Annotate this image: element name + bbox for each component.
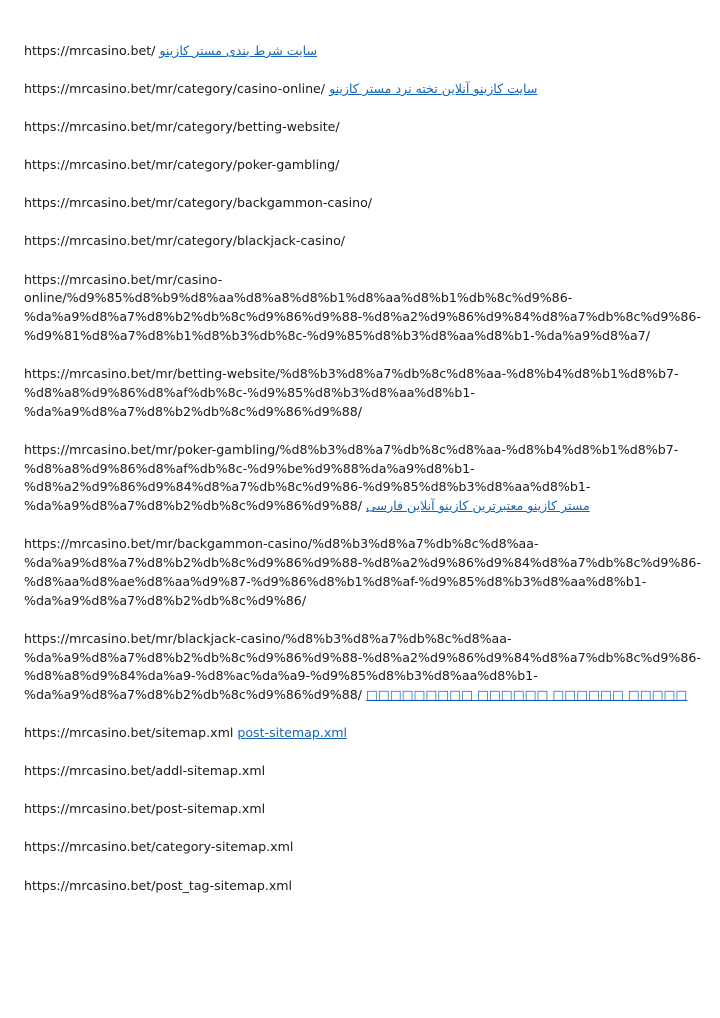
url-entry <box>24 118 684 137</box>
url-entry <box>24 724 684 743</box>
url-text: https://mrcasino.bet/ <box>24 43 160 58</box>
url-text: %d8%a8%d9%86%d8%af%db%8c-%d9%85%d8%b3%d8%aa%d8%b1- <box>24 384 475 400</box>
url-line <box>24 649 701 668</box>
url-text: %da%a9%d8%a7%d8%b2%db%8c%d9%86%d9%88-%d8%a2%d9%86%d9%84%d8%a7%db%8c%d9%86- <box>24 649 701 665</box>
url-entry <box>24 535 701 610</box>
url-text: https://mrcasino.bet/mr/poker-gambling/%d8%b3%d8%a7%db%8c%d8%aa-%d8%b4%d8%b1%d8%b7- <box>24 441 679 457</box>
url-line <box>24 271 684 290</box>
anchor-link[interactable]: سایت کازینو آنلاین تخته نرد مستر کازینو <box>329 81 538 97</box>
url-line <box>24 800 684 819</box>
url-text: https://mrcasino.bet/mr/category/backgammon-casino/ <box>24 195 373 211</box>
url-text: https://mrcasino.bet/mr/backgammon-casino/%d8%b3%d8%a7%db%8c%d8%aa- <box>24 536 539 552</box>
url-entry <box>24 838 684 857</box>
url-text: %da%a9%d8%a7%d8%b2%db%8c%d9%86%d9%88-%d8%a2%d9%86%d9%84%d8%a7%db%8c%d9%86- <box>24 309 701 325</box>
document-page <box>24 42 701 915</box>
url-line <box>24 554 701 573</box>
url-entry <box>24 271 701 346</box>
anchor-link[interactable]: post-sitemap.xml <box>237 725 348 741</box>
url-text: https://mrcasino.bet/mr/betting-website/%d8%b3%d8%a7%db%8c%d8%aa-%d8%b4%d8%b1%d8%b7- <box>24 366 679 382</box>
url-line <box>24 724 684 743</box>
url-line <box>24 42 684 61</box>
url-line <box>24 80 684 99</box>
url-line <box>24 327 684 346</box>
url-line <box>24 156 684 175</box>
url-text: https://mrcasino.bet/mr/blackjack-casino/%d8%b3%d8%a7%db%8c%d8%aa- <box>24 630 512 646</box>
url-text: online/%d9%85%d8%b9%d8%aa%d8%a8%d8%b1%d8%aa%d8%b1%db%8c%d9%86- <box>24 290 573 306</box>
url-line <box>24 667 684 686</box>
url-text: https://mrcasino.bet/mr/category/blackjack-casino/ <box>24 233 346 249</box>
url-line <box>24 194 684 213</box>
url-entry <box>24 441 684 516</box>
url-line <box>24 592 684 611</box>
url-text: https://mrcasino.bet/sitemap.xml <box>24 725 238 741</box>
url-line <box>24 877 684 896</box>
url-entry <box>24 762 684 781</box>
url-text: https://mrcasino.bet/category-sitemap.xml <box>24 839 294 855</box>
url-line <box>24 441 684 460</box>
url-line <box>24 365 684 384</box>
url-line <box>24 403 684 422</box>
url-text: %da%a9%d8%a7%d8%b2%db%8c%d9%86%d9%88/ <box>24 403 363 419</box>
url-line <box>24 478 684 497</box>
url-line <box>24 384 684 403</box>
url-entry <box>24 42 684 61</box>
url-text: %da%a9%d8%a7%d8%b2%db%8c%d9%86%d9%88-%d8%a2%d9%86%d9%84%d8%a7%db%8c%d9%86- <box>24 555 701 571</box>
url-line <box>24 573 684 592</box>
url-list <box>24 42 701 895</box>
url-line <box>24 118 684 137</box>
anchor-link[interactable]: □□□□□□□□□ □□□□□□ □□□□□□ □□□□□ <box>366 687 688 703</box>
url-entry <box>24 800 684 819</box>
url-entry <box>24 877 684 896</box>
url-entry <box>24 156 684 175</box>
url-entry <box>24 232 684 251</box>
anchor-link[interactable]: مستر کازینو معتبرترین کازینو آنلاین فارسی <box>366 498 590 514</box>
url-text: https://mrcasino.bet/addl-sitemap.xml <box>24 763 266 779</box>
url-line <box>24 535 684 554</box>
url-text: %d8%aa%d8%ae%d8%aa%d9%87-%d9%86%d8%b1%d8%af-%d9%85%d8%b3%d8%aa%d8%b1- <box>24 573 647 589</box>
url-text: https://mrcasino.bet/post-sitemap.xml <box>24 801 266 817</box>
url-line <box>24 308 701 327</box>
url-line <box>24 630 684 649</box>
url-line <box>24 686 688 705</box>
url-text: %d9%81%d8%a7%d8%b1%d8%b3%db%8c-%d9%85%d8%b3%d8%aa%d8%b1-%da%a9%d8%a7/ <box>24 327 650 343</box>
url-entry <box>24 194 684 213</box>
url-text: https://mrcasino.bet/mr/category/casino-online/ <box>24 81 330 97</box>
url-entry <box>24 365 684 421</box>
url-line <box>24 762 684 781</box>
anchor-link[interactable]: سایت شرط بندی مستر کازینو <box>159 43 318 58</box>
url-text: %d8%a8%d9%86%d8%af%db%8c-%d9%be%d9%88%da%a9%d8%b1- <box>24 460 475 476</box>
url-text: https://mrcasino.bet/post_tag-sitemap.xml <box>24 877 293 893</box>
url-text: %da%a9%d8%a7%d8%b2%db%8c%d9%86%d9%88/ <box>24 687 367 703</box>
url-text: %da%a9%d8%a7%d8%b2%db%8c%d9%86%d9%88/ <box>24 498 367 514</box>
url-text: %d8%a2%d9%86%d9%84%d8%a7%db%8c%d9%86-%d9%85%d8%b3%d8%aa%d8%b1- <box>24 479 591 495</box>
url-text: %da%a9%d8%a7%d8%b2%db%8c%d9%86/ <box>24 592 307 608</box>
url-text: %d8%a8%d9%84%da%a9-%d8%ac%da%a9-%d9%85%d8%b3%d8%aa%d8%b1- <box>24 668 538 684</box>
url-line <box>24 460 684 479</box>
url-entry <box>24 630 701 705</box>
url-text: https://mrcasino.bet/mr/category/poker-gambling/ <box>24 157 340 173</box>
url-text: https://mrcasino.bet/mr/casino- <box>24 271 223 287</box>
url-line <box>24 232 684 251</box>
url-line <box>24 289 684 308</box>
url-line <box>24 838 684 857</box>
url-line <box>24 497 684 516</box>
url-text: https://mrcasino.bet/mr/category/betting-website/ <box>24 119 340 135</box>
url-entry <box>24 80 684 99</box>
